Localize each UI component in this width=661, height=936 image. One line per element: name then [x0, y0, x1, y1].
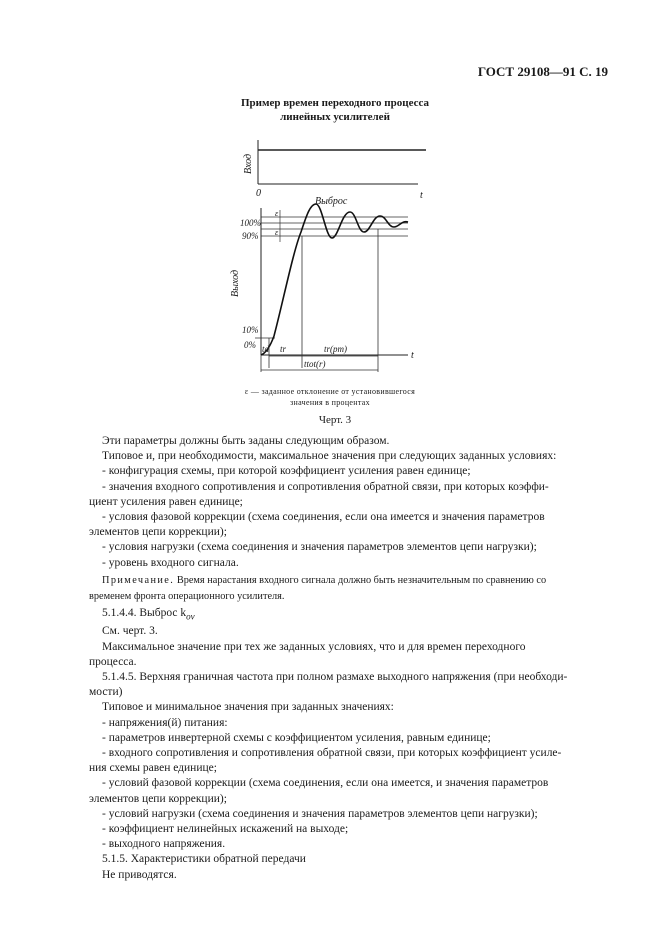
section-heading: 5.1.5. Характеристики обратной передачи	[102, 853, 306, 866]
list-item: - условий фазовой коррекции (схема соединения, если она имеется, и значения параметров	[102, 777, 549, 790]
figure-note-line1: ε — заданное отклонение от установившегося	[244, 387, 416, 396]
list-item: - конфигурация схемы, при которой коэффициент усиления равен единице;	[102, 465, 471, 478]
label-tr-range: tr(pm)	[324, 344, 347, 354]
note-label: Примечание.	[102, 574, 175, 586]
list-item-cont: элементов цепи коррекции);	[89, 526, 227, 539]
figure-note	[190, 386, 470, 408]
subscript: ov	[186, 611, 195, 622]
note-cont: временем фронта операционного усилителя.	[89, 590, 285, 602]
output-label: Выход	[230, 270, 241, 297]
paragraph-cont: процесса.	[89, 655, 137, 668]
eps-lower-label: ε	[275, 228, 279, 237]
section-title: 5.1.4.4. Выброс k	[102, 606, 187, 619]
label-td: td	[262, 344, 270, 354]
list-item: - условия нагрузки (схема соединения и значения параметров элементов цепи нагрузки);	[102, 541, 537, 554]
list-item: - выходного напряжения.	[102, 838, 226, 851]
output-t-label: t	[411, 350, 414, 361]
figure-title-line1: Пример времен переходного процесса	[240, 97, 429, 109]
label-90: 90%	[242, 231, 259, 241]
paragraph: Типовое и, при необходимости, максимальное значения при следующих заданных условиях:	[102, 450, 557, 463]
list-item: - условия фазовой коррекции (схема соединения, если она имеется и значения параметров	[102, 511, 545, 524]
list-item-cont: циент усиления равен единице;	[89, 495, 243, 508]
list-item-cont: элементов цепи коррекции);	[89, 792, 227, 805]
paragraph: Типовое и минимальное значения при заданных значениях:	[102, 701, 394, 714]
note	[89, 574, 600, 587]
figure-title-line2: линейных усилителей	[280, 111, 390, 123]
list-item-cont: ния схемы равен единице;	[89, 762, 217, 775]
list-item: - входного сопротивления и сопротивления обратной связи, при которых коэффициент усиле-	[102, 746, 562, 759]
paragraph: Эти параметры должны быть заданы следующим образом.	[102, 435, 390, 447]
eps-upper-label: ε	[275, 209, 279, 218]
section-heading: 5.1.4.5. Верхняя граничная частота при полном размахе выходного напряжения (при необходи-	[102, 670, 568, 683]
list-item: - коэффициент нелинейных искажений на выходе;	[102, 822, 349, 835]
document-body	[89, 434, 600, 883]
label-0: 0%	[244, 340, 256, 350]
paragraph-cont: мости)	[89, 686, 123, 699]
response-curve	[261, 204, 408, 355]
list-item: - условий нагрузки (схема соединения и значения параметров элементов цепи нагрузки);	[102, 807, 538, 820]
paragraph: Максимальное значение при тех же заданных условиях, что и для времен переходного	[102, 640, 526, 653]
list-item: - уровень входного сигнала.	[102, 556, 239, 569]
note-text: Время нарастания входного сигнала должно быть незначительным по сравнению со	[174, 574, 547, 586]
label-tot: ttot(r)	[304, 359, 326, 369]
section-heading	[89, 606, 600, 625]
figure-note-line2: значения в процентах	[290, 398, 370, 407]
figure-title	[180, 96, 490, 124]
paragraph: Не приводятся.	[102, 868, 177, 881]
page-header: ГОСТ 29108—91 С. 19	[477, 64, 608, 79]
list-item: - значения входного сопротивления и сопротивления обратной связи, при которых коэффи-	[102, 480, 549, 493]
paragraph: См. черт. 3.	[102, 625, 158, 638]
list-item: - напряжения(й) питания:	[102, 716, 228, 729]
label-10: 10%	[242, 325, 259, 335]
figure-caption: Черт. 3	[318, 414, 352, 426]
label-100: 100%	[240, 218, 261, 228]
transient-response-diagram	[218, 132, 428, 380]
input-label: Вход	[243, 153, 254, 174]
input-zero-label: 0	[256, 188, 261, 199]
label-tr: tr	[280, 344, 287, 354]
overshoot-label: Выброс	[315, 196, 348, 207]
input-t-label: t	[420, 190, 423, 201]
list-item: - параметров инвертерной схемы с коэффициентом усиления, равным единице;	[102, 731, 491, 744]
